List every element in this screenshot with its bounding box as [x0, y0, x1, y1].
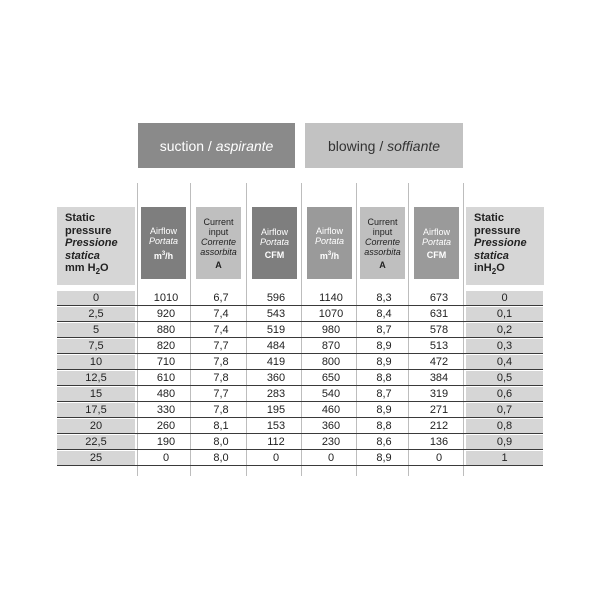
static-pressure-in-cell: 0,1 — [466, 307, 543, 321]
static-pressure-mm-cell: 0 — [57, 291, 135, 305]
suction-label: suction / — [159, 137, 212, 154]
static-pressure-in-cell: 0,8 — [466, 419, 543, 433]
static-pressure-in-header — [466, 207, 544, 285]
suction-airflow-m3h-header: Airflow Portata $m^3/h$ — [141, 207, 186, 279]
static-pressure-in-cell: 0,2 — [466, 323, 543, 337]
suction-airflow-cfm-cell: 596 — [266, 292, 286, 304]
suction-current-cell: 7,8 — [213, 372, 229, 384]
blowing-airflow-cfm-cell: 271 — [429, 404, 449, 416]
static-pressure-in-cell: 0,5 — [466, 371, 543, 385]
suction-airflow-cfm-cell: 112 — [267, 436, 285, 448]
blowing-airflow-m3h-cell: 1070 — [318, 308, 344, 320]
blowing-current-cell: 8,8 — [376, 372, 392, 384]
unit-label: inH$_2$O — [474, 262, 505, 277]
suction-current-cell: 6,7 — [213, 292, 229, 304]
suction-current-cell: 7,4 — [213, 324, 229, 336]
suction-current-cell: 8,0 — [213, 452, 229, 464]
static-pressure-mm-cell: 15 — [57, 387, 135, 401]
suction-airflow-m3h-cell: 330 — [156, 404, 176, 416]
suction-airflow-m3h-cell: 920 — [156, 308, 176, 320]
blowing-airflow-cfm-cell: 472 — [429, 356, 449, 368]
suction-current-header: Current input Corrente assorbita A — [196, 207, 241, 279]
suction-label-italian: aspirante — [215, 137, 274, 154]
static-pressure-in-cell: 0,6 — [466, 387, 543, 401]
blowing-current-cell: 8,3 — [376, 292, 392, 304]
blowing-airflow-m3h-header: Airflow Portata $m^3/h$ — [307, 207, 352, 279]
blowing-airflow-m3h-cell: 460 — [321, 404, 341, 416]
suction-airflow-m3h-cell: 480 — [156, 388, 176, 400]
static-pressure-mm-cell: 25 — [57, 451, 135, 465]
blowing-airflow-cfm-cell: 136 — [429, 436, 449, 448]
blowing-airflow-m3h-cell: 1140 — [319, 292, 343, 304]
suction-group-header — [138, 123, 295, 168]
suction-airflow-m3h-cell: 820 — [156, 340, 176, 352]
static-pressure-mm-cell: 2,5 — [57, 307, 135, 321]
blowing-current-cell: 8,9 — [376, 404, 392, 416]
blowing-airflow-m3h-cell: 540 — [321, 388, 341, 400]
blowing-label: blowing / — [327, 137, 384, 154]
suction-airflow-m3h-cell: 610 — [156, 372, 176, 384]
suction-current-cell: 7,8 — [213, 404, 229, 416]
suction-airflow-cfm-cell: 360 — [266, 372, 286, 384]
static-pressure-in-cell: 1 — [466, 451, 543, 465]
suction-airflow-cfm-cell: 283 — [266, 388, 286, 400]
blowing-current-cell: 8,9 — [376, 452, 392, 464]
table-row — [57, 307, 543, 322]
static-pressure-mm-cell: 10 — [57, 355, 135, 369]
suction-airflow-cfm-cell: 153 — [266, 420, 286, 432]
table-row — [57, 403, 543, 418]
static-pressure-mm-cell: 5 — [57, 323, 135, 337]
table-row — [57, 387, 543, 402]
blowing-airflow-cfm-header: Airflow Portata CFM — [414, 207, 459, 279]
table-row — [57, 371, 543, 386]
blowing-current-cell: 8,9 — [376, 356, 392, 368]
header-line: pressure — [474, 224, 521, 237]
suction-current-cell: 7,8 — [213, 356, 229, 368]
blowing-current-header: Current input Corrente assorbita A — [360, 207, 405, 279]
blowing-airflow-m3h-cell: 0 — [327, 452, 335, 464]
static-pressure-in-cell: 0,3 — [466, 339, 543, 353]
table-row — [57, 339, 543, 354]
suction-current-cell: 8,1 — [213, 420, 229, 432]
suction-airflow-cfm-cell: 0 — [272, 452, 280, 464]
table-row — [57, 291, 543, 306]
suction-airflow-m3h-cell: 190 — [156, 436, 176, 448]
blowing-label-italian: soffiante — [387, 137, 441, 154]
static-pressure-mm-cell: 17,5 — [57, 403, 135, 417]
blowing-airflow-m3h-cell: 650 — [321, 372, 341, 384]
blowing-current-cell: 8,8 — [376, 420, 392, 432]
blowing-current-cell: 8,4 — [376, 308, 392, 320]
blowing-airflow-cfm-cell: 319 — [429, 388, 449, 400]
static-pressure-mm-header — [57, 207, 135, 285]
blowing-airflow-cfm-cell: 631 — [429, 308, 449, 320]
suction-airflow-cfm-cell: 484 — [266, 340, 286, 352]
suction-current-cell: 7,7 — [213, 388, 229, 400]
suction-current-cell: 7,7 — [213, 340, 229, 352]
header-line: Static — [65, 212, 95, 224]
header-line-italian: Pressione — [65, 237, 118, 249]
header-line: pressure — [65, 224, 112, 237]
blowing-airflow-m3h-cell: 230 — [321, 436, 341, 448]
static-pressure-mm-cell: 7,5 — [57, 339, 135, 353]
blowing-current-cell: 8,6 — [376, 436, 392, 448]
blowing-current-cell: 8,7 — [376, 324, 392, 336]
table-row — [57, 419, 543, 434]
suction-airflow-cfm-cell: 195 — [266, 404, 286, 416]
blowing-airflow-m3h-cell: 360 — [321, 420, 341, 432]
blowing-current-cell: 8,7 — [376, 388, 392, 400]
table-row — [57, 323, 543, 338]
header-line-italian: statica — [474, 249, 509, 262]
blowing-airflow-m3h-cell: 870 — [321, 340, 341, 352]
static-pressure-mm-cell: 20 — [57, 419, 135, 433]
header-line-italian: Pressione — [474, 237, 527, 249]
static-pressure-in-cell: 0,7 — [466, 403, 543, 417]
blowing-airflow-m3h-cell: 980 — [321, 324, 341, 336]
suction-airflow-cfm-header: Airflow Portata CFM — [252, 207, 297, 279]
suction-airflow-cfm-cell: 419 — [266, 356, 286, 368]
static-pressure-mm-cell: 22,5 — [57, 435, 135, 449]
suction-current-cell: 7,4 — [213, 308, 229, 320]
static-pressure-mm-cell: 12,5 — [57, 371, 135, 385]
header-line: Static — [474, 212, 504, 224]
suction-airflow-cfm-cell: 519 — [266, 324, 286, 336]
header-line-italian: statica — [65, 249, 100, 262]
table-row — [57, 435, 543, 450]
blowing-group-header — [305, 123, 463, 168]
suction-airflow-m3h-cell: 260 — [156, 420, 176, 432]
suction-airflow-m3h-cell: 880 — [156, 324, 176, 336]
blowing-current-cell: 8,9 — [376, 340, 392, 352]
static-pressure-in-cell: 0 — [466, 291, 543, 305]
table-row — [57, 451, 543, 466]
suction-current-cell: 8,0 — [213, 436, 229, 448]
suction-airflow-m3h-cell: 710 — [156, 356, 176, 368]
unit-label: mm $H_2O$ — [65, 262, 109, 277]
suction-airflow-cfm-cell: 543 — [266, 308, 286, 320]
blowing-airflow-m3h-cell: 800 — [321, 356, 341, 368]
blowing-airflow-cfm-cell: 0 — [435, 452, 443, 464]
blowing-airflow-cfm-cell: 513 — [429, 340, 449, 352]
suction-airflow-m3h-cell: 0 — [162, 452, 170, 464]
table-row — [57, 355, 543, 370]
suction-airflow-m3h-cell: 1010 — [153, 292, 179, 304]
static-pressure-in-cell: 0,4 — [466, 355, 543, 369]
blowing-airflow-cfm-cell: 212 — [429, 420, 449, 432]
blowing-airflow-cfm-cell: 673 — [429, 292, 449, 304]
blowing-airflow-cfm-cell: 384 — [429, 372, 449, 384]
blowing-airflow-cfm-cell: 578 — [429, 324, 449, 336]
static-pressure-in-cell: 0,9 — [466, 435, 543, 449]
